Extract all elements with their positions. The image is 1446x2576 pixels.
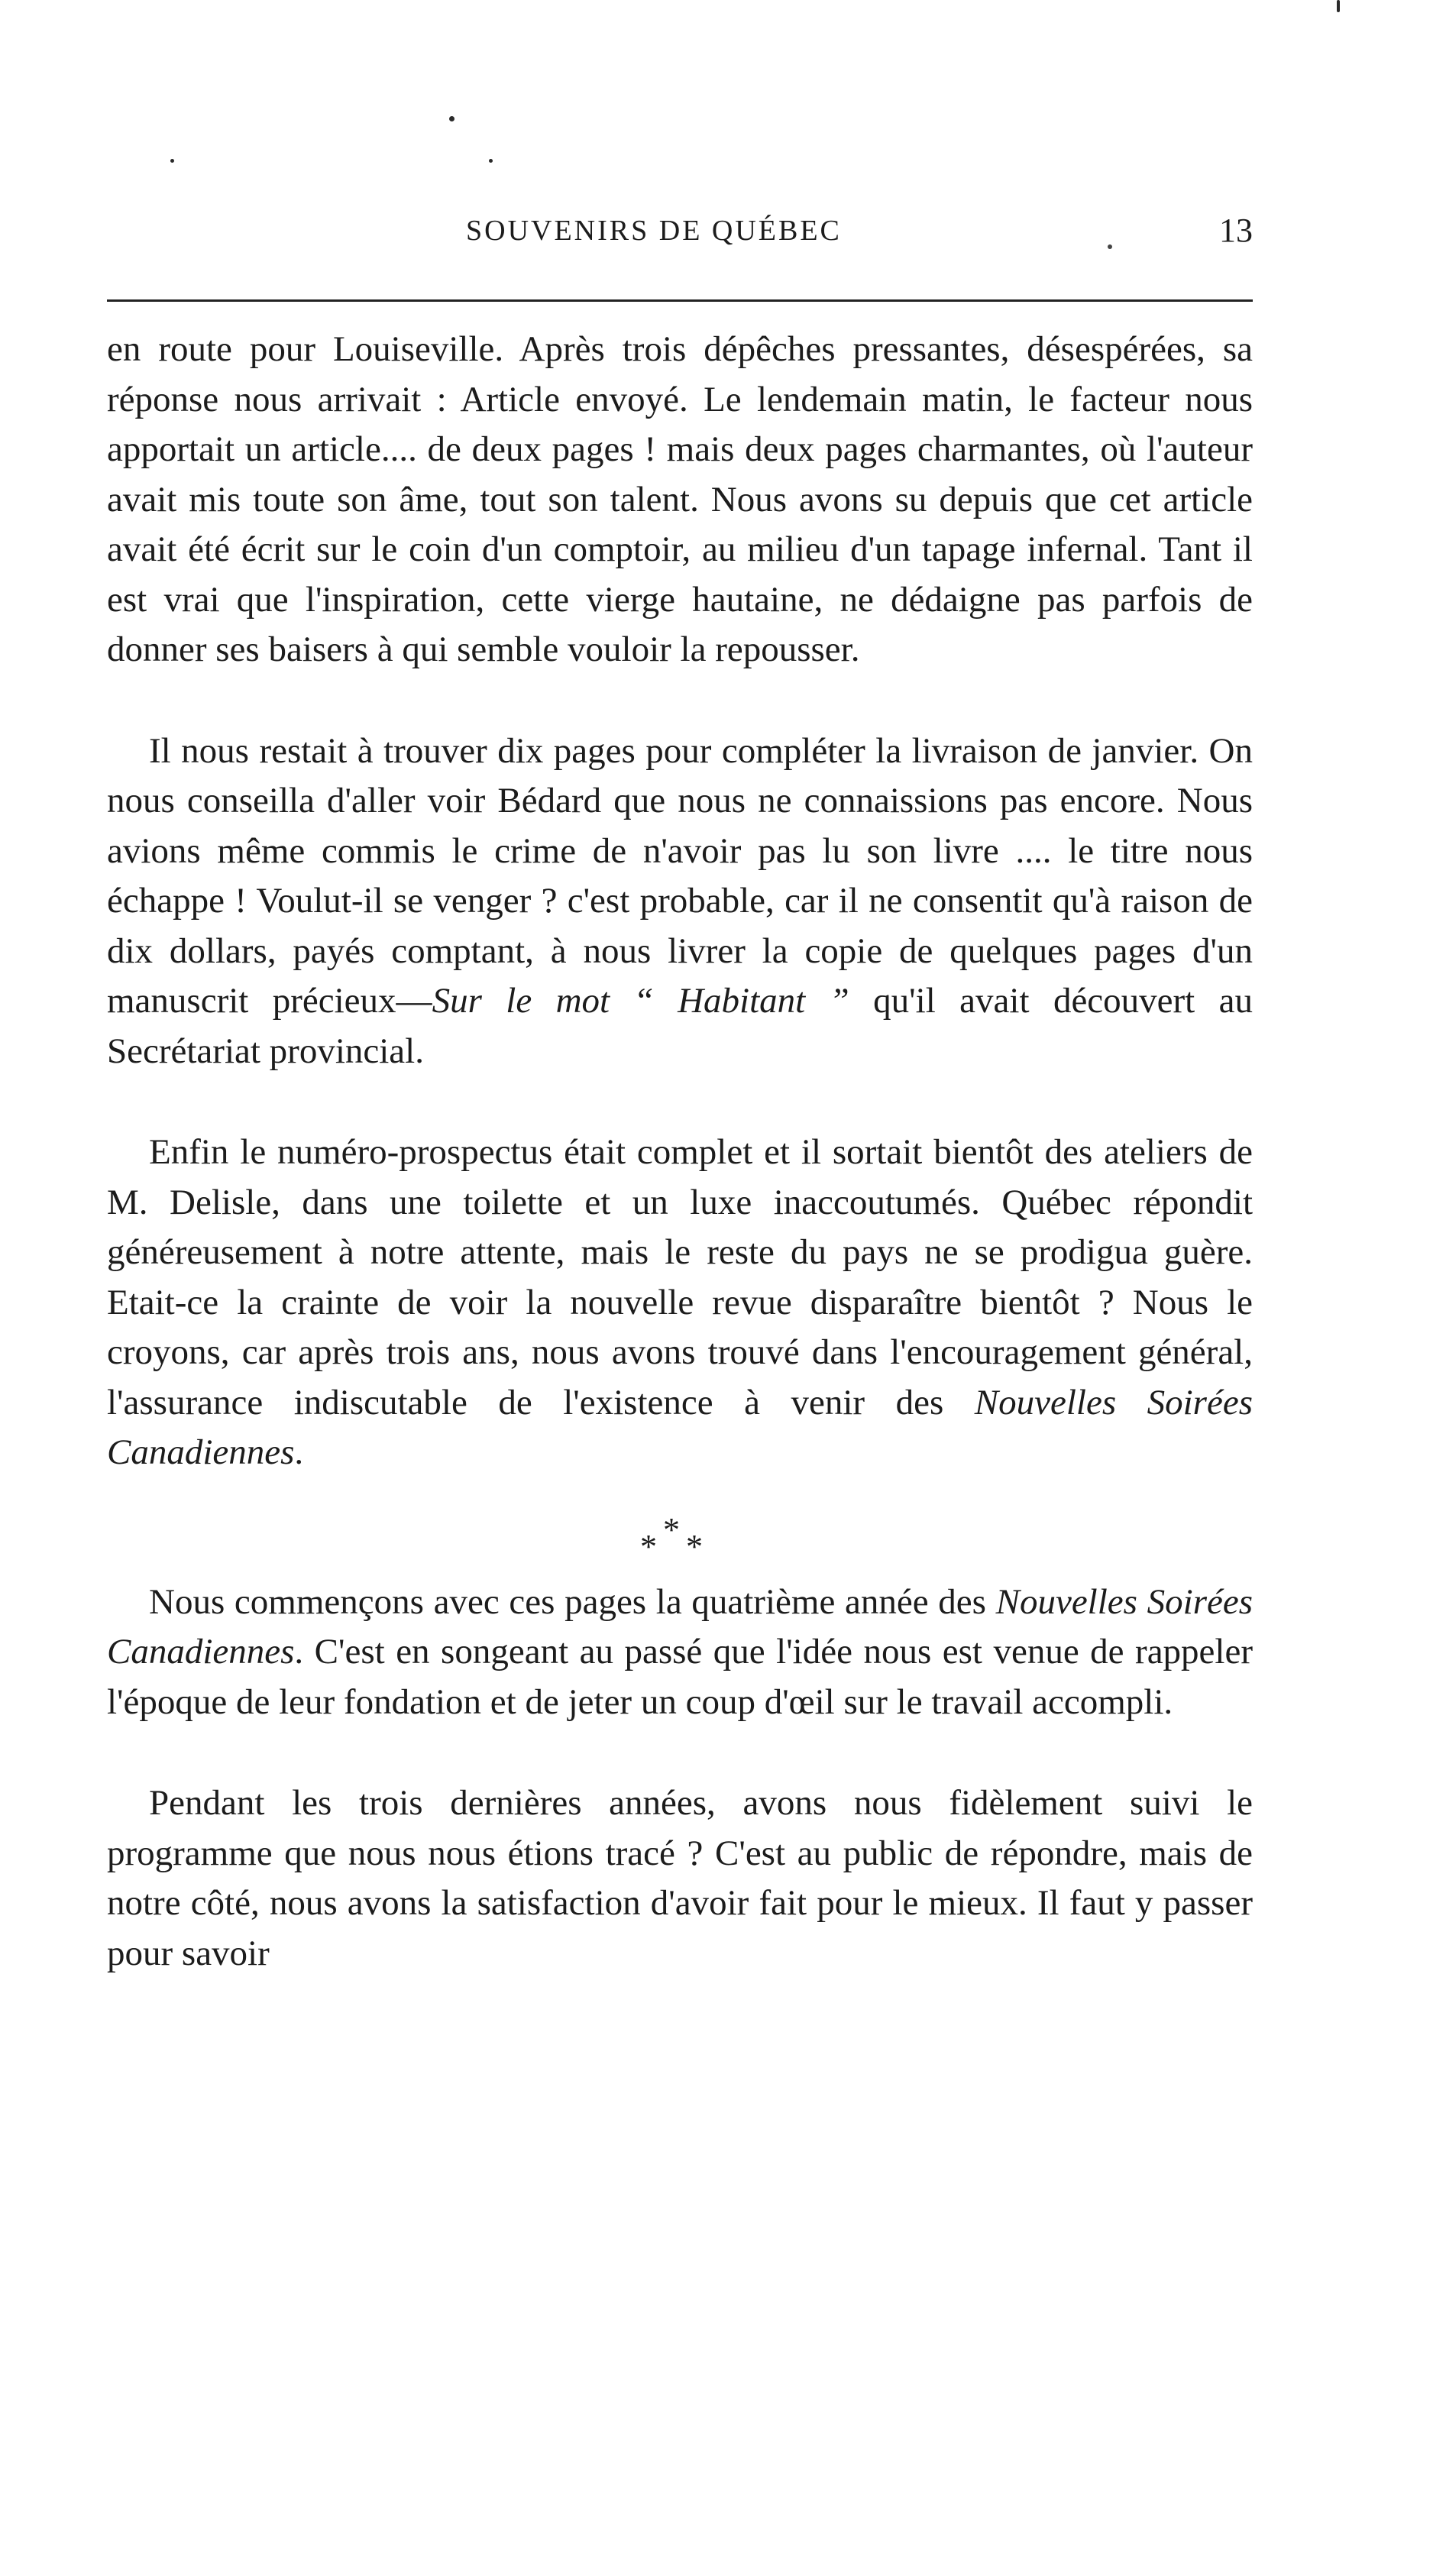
paragraph-4-italic: Nouvelles Soirées Canadiennes [107,1581,1253,1671]
paragraph-3-text-end: . [294,1432,304,1472]
paragraph-1: en route pour Louiseville. Après trois dépêches pressantes, désespérées, sa réponse nous arrivait : Article envoyé. Le lendemain matin, le facteur nous apportait un article.... de deux pages ! mais deux pages charmantes, où l'auteur avait mis toute son âme, tout son talent. Nous avons su depuis que cet article avait été écrit sur le coin d'un comptoir, au milieu d'un tapage infernal. Tant il est vrai que l'inspiration, cette vierge hautaine, ne dédaigne pas parfois de donner ses baisers à qui semble vouloir la repousser. [107,329,1253,669]
paragraph-2-text: Il nous restait à trouver dix pages pour compléter la livraison de janvier. On nous conseilla d'aller voir Bédard que nous ne connaissions pas encore. Nous avions même commis le crime de n'avoir pas lu son livre .... le titre nous échappe ! Voulut-il se venger ? c'est probable, car il ne consentit qu'à raison de dix dollars, payés comptant, à nous livrer la copie de quelques pages d'un manuscrit précieux— [107,730,1253,1021]
running-title: SOUVENIRS DE QUÉBEC [466,215,842,247]
header-rule [107,299,1253,302]
paragraph-3-italic: Nouvelles Soirées Canadiennes [107,1382,1253,1472]
asterism: * * * [640,1510,703,1565]
print-speck [1337,0,1340,12]
print-speck [170,159,174,163]
print-speck [449,116,455,121]
paragraph-3-text: Enfin le numéro-prospectus était complet et il sortait bientôt des ateliers de M. Delisle, dans une toilette et un luxe inaccoutumés. Québec répondit généreusement à notre attente, mais le reste du pays ne se prodigua guère. Etait-ce la crainte de voir la nouvelle revue disparaître bientôt ? Nous le croyons, car après trois ans, nous avons trouvé dans l'encouragement général, l'assurance indiscutable de l'existence à venir des [107,1132,1253,1422]
paragraph-4-text-end: . C'est en songeant au passé que l'idée nous est venue de rappeler l'époque de leur fondation et de jeter un coup d'œil sur le travail accompli. [107,1632,1253,1722]
print-speck [1108,244,1112,249]
paragraph-2-text-end: qu'il avait découvert au Secrétariat provincial. [107,981,1254,1071]
page-number: 13 [1219,212,1253,249]
page-body [107,325,1253,1979]
paragraph-4 [107,1578,1253,1728]
paragraph-5: Pendant les trois dernières années, avons nous fidèlement suivi le programme que nous nous étions tracé ? C'est au public de répondre, mais de notre côté, nous avons la satisfaction d'avoir fait pour le mieux. Il faut y passer pour savoir [107,1783,1253,1973]
section-break [107,1510,1253,1565]
paragraph-2 [107,727,1253,1077]
running-head [107,214,1253,267]
paragraph-4-text: Nous commençons avec ces pages la quatrième année des [149,1581,996,1622]
paragraph-2-italic: Sur le mot “ Habitant ” [432,981,849,1021]
print-speck [489,159,493,163]
paragraph-3 [107,1128,1253,1478]
